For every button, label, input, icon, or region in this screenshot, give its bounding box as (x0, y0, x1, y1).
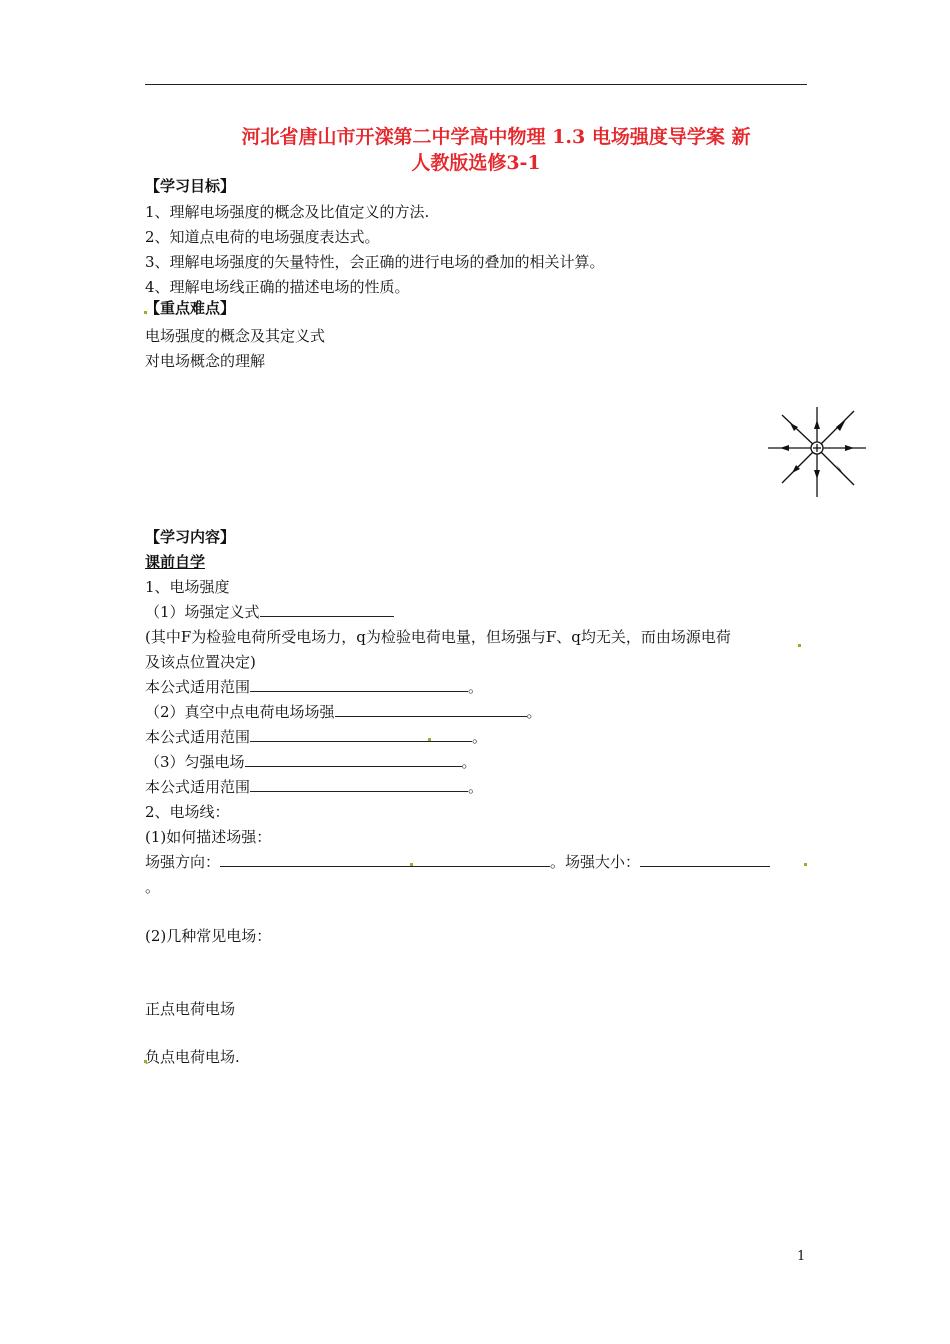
scope-label: 本公式适用范围 (145, 778, 251, 796)
answer-blank[interactable] (250, 777, 468, 792)
page-number: 1 (797, 1249, 806, 1264)
marker-dot (804, 863, 807, 866)
goal-item: 2、知道点电荷的电场强度表达式。 (145, 228, 380, 246)
magnitude-label: 。场强大小： (550, 853, 641, 871)
answer-blank[interactable] (260, 602, 394, 617)
keypoint-item: 对电场概念的理解 (145, 352, 266, 370)
question-2-title: 2、电场线： (145, 803, 230, 821)
subsection-title: 课前自学 (145, 553, 206, 571)
question-2-2: (2)几种常见电场： (145, 927, 272, 945)
content-heading: 【学习内容】 (145, 528, 236, 546)
question-1-note-line-2: 及该点位置决定) (145, 653, 256, 671)
keypoints-heading: 【重点难点】 (145, 299, 236, 317)
marker-dot (798, 644, 801, 647)
scope-line-2 (145, 727, 487, 747)
period: 。 (461, 753, 477, 771)
question-1-note-line-1: (其中F为检验电荷所受电场力，q为检验电荷电量，但场强与F、q均无关，而由场源电荷 (145, 628, 731, 646)
goals-heading: 【学习目标】 (145, 177, 236, 195)
direction-magnitude-line (145, 852, 770, 872)
goal-item: 3、理解电场强度的矢量特性，会正确的进行电场的叠加的相关计算。 (145, 253, 605, 271)
question-1-1-label: （1）场强定义式 (145, 603, 260, 621)
doc-title-line-2: 人教版选修3-1 (411, 152, 541, 174)
question-1-2 (145, 702, 542, 722)
scope-label: 本公式适用范围 (145, 678, 251, 696)
question-1-2-label: （2）真空中点电荷电场场强 (145, 703, 335, 721)
goal-item: 1、理解电场强度的概念及比值定义的方法. (145, 203, 430, 221)
question-1-1 (145, 602, 394, 622)
period: 。 (526, 703, 542, 721)
header-rule (145, 84, 807, 85)
direction-label: 场强方向： (145, 853, 221, 871)
marker-dot (410, 863, 413, 866)
answer-blank[interactable] (245, 752, 462, 767)
trailing-period: 。 (145, 878, 161, 896)
answer-blank[interactable] (220, 852, 550, 867)
period: 。 (468, 778, 484, 796)
period: 。 (472, 728, 488, 746)
goal-item: 4、理解电场线正确的描述电场的性质。 (145, 278, 410, 296)
question-2-1: (1)如何描述场强： (145, 828, 272, 846)
scope-line-1 (145, 677, 483, 697)
keypoint-item: 电场强度的概念及其定义式 (145, 327, 326, 345)
negative-field-label: 负点电荷电场. (145, 1048, 240, 1066)
answer-blank[interactable] (640, 852, 770, 867)
answer-blank[interactable] (250, 727, 472, 742)
doc-title-line-1: 河北省唐山市开滦第二中学高中物理 1.3 电场强度导学案 新 (241, 126, 751, 148)
positive-charge-field-diagram (764, 407, 870, 499)
period: 。 (468, 678, 484, 696)
answer-blank[interactable] (250, 677, 468, 692)
answer-blank[interactable] (335, 702, 527, 717)
question-1-title: 1、电场强度 (145, 578, 230, 596)
positive-field-label: 正点电荷电场 (145, 1000, 236, 1018)
scope-line-3 (145, 777, 483, 797)
marker-dot (428, 738, 431, 741)
question-1-3 (145, 752, 477, 772)
question-1-3-label: （3）匀强电场 (145, 753, 245, 771)
scope-label: 本公式适用范围 (145, 728, 251, 746)
